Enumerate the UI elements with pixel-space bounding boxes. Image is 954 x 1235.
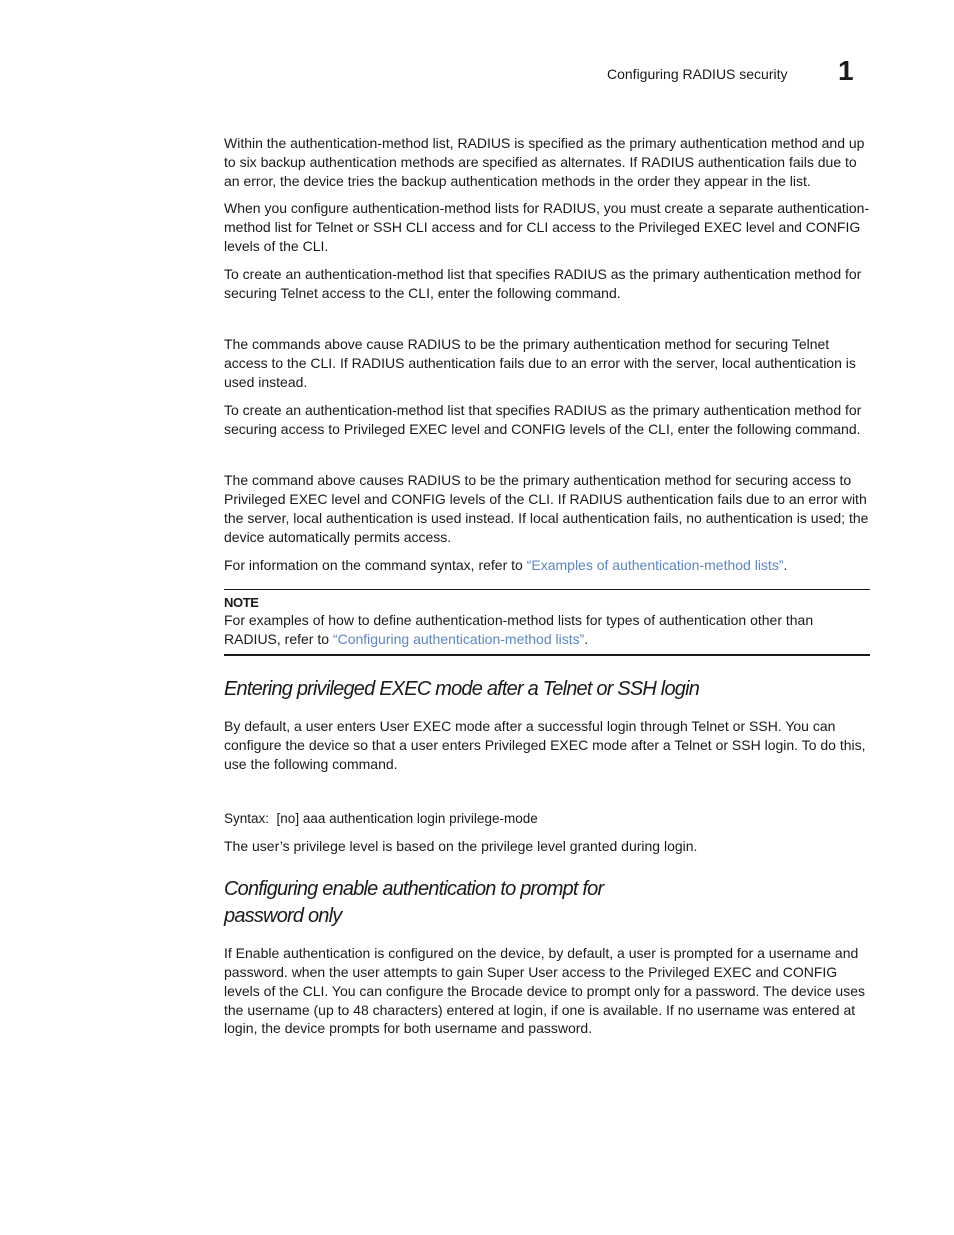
note-text — [224, 611, 870, 649]
chapter-number: 1 — [838, 55, 854, 86]
page-content — [224, 134, 870, 1038]
command-placeholder — [224, 438, 870, 471]
paragraph-enable-authentication: If Enable authentication is configured on the device, by default, a user is prompted for a username and password. when the user attempts to gain Super User access to the Privileged EXEC and CONFIG levels of the CLI. You can configure the Brocade device to prompt only for a password. The device uses the username (up to 48 characters) entered at login, if one is available. If no username was entered at login, the device prompts for both username and password. — [224, 945, 866, 1037]
note-label: NOTE — [224, 595, 259, 611]
note-text-suffix: . — [584, 631, 589, 648]
syntax-line — [224, 810, 870, 828]
link-configuring-method-lists[interactable]: “Configuring authentication-method lists” — [332, 631, 585, 648]
note-box — [224, 589, 870, 656]
paragraph-telnet-result: The commands above cause RADIUS to be the primary authentication method for securing Telnet access to the CLI. If RADIUS authentication fails due to an error with the server, local authentication is used instead. — [224, 336, 856, 390]
paragraph-configure-lists: When you configure authentication-method lists for RADIUS, you must create a separate authentication-method list for Telnet or SSH CLI access and for CLI access to the Privileged EXEC level and CONFIG levels of the CLI. — [224, 200, 870, 254]
running-header-title: Configuring RADIUS security — [607, 66, 788, 82]
paragraph-exec-result: The command above causes RADIUS to be the primary authentication method for securing access to Privileged EXEC level and CONFIG levels of the CLI. If RADIUS authentication fails due to an error with the server, local authentication is used instead. If local authentication fails, no authentication is used; the device automatically permits access. — [224, 472, 869, 545]
syntax-reference-suffix: . — [783, 556, 788, 573]
paragraph-default-user-exec: By default, a user enters User EXEC mode after a successful login through Telnet or SSH. You can configure the device so that a user enters Privileged EXEC mode after a Telnet or SSH login. To do this, use the following command. — [224, 717, 866, 772]
paragraph-exec-command-intro: To create an authentication-method list that specifies RADIUS as the primary authentication method for securing access to Privileged EXEC level and CONFIG levels of the CLI, enter the following command. — [224, 401, 862, 437]
paragraph-method-list: Within the authentication-method list, RADIUS is specified as the primary authentication method and up to six backup authentication methods are specified as alternates. If RADIUS authentication fails due to an error, the device tries the backup authentication methods in the order they appear in the list. — [224, 135, 865, 189]
syntax-reference-prefix: For information on the command syntax, refer to — [224, 556, 527, 573]
paragraph-syntax-reference — [224, 556, 870, 575]
link-examples-method-lists[interactable]: “Examples of authentication-method lists” — [526, 556, 784, 573]
paragraph-privilege-level: The user’s privilege level is based on the privilege level granted during login. — [224, 838, 698, 855]
command-placeholder — [224, 302, 870, 335]
section-heading-privileged-exec: Entering privileged EXEC mode after a Telnet or SSH login — [224, 677, 700, 700]
syntax-label: Syntax: — [224, 811, 270, 827]
note-text-prefix: For examples of how to define authentication-method lists for types of authentication other than RADIUS, refer to — [224, 612, 814, 648]
section-heading-enable-authentication: Configuring enable authentication to prompt for password only — [224, 878, 604, 928]
paragraph-telnet-command-intro: To create an authentication-method list that specifies RADIUS as the primary authentication method for securing Telnet access to the CLI, enter the following command. — [224, 265, 862, 301]
syntax-command: [no] aaa authentication login privilege-mode — [276, 811, 538, 827]
